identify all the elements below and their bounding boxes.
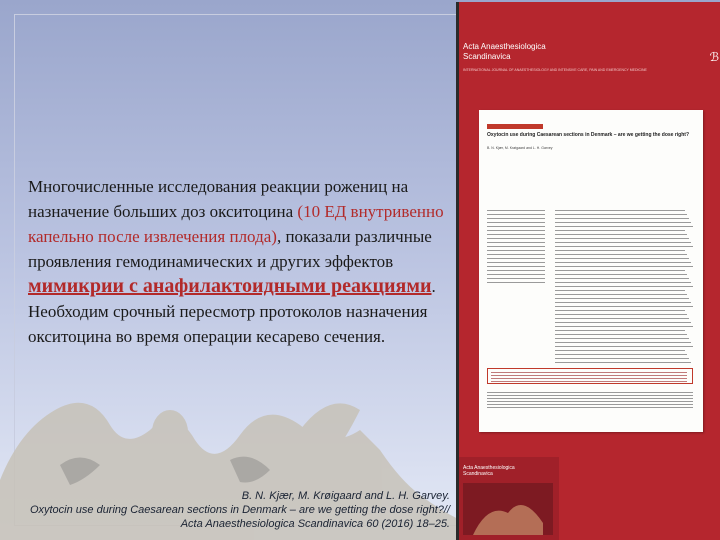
article-text-line — [555, 314, 687, 315]
article-title: Oxytocin use during Caesarean sections in Denmark – are we getting the dose right? — [487, 132, 689, 138]
journal-article-image — [456, 2, 720, 540]
article-text-line — [555, 354, 687, 355]
article-text-line — [555, 214, 687, 215]
article-text-line — [555, 298, 689, 299]
article-text-line — [555, 234, 687, 235]
citation-title: Oxytocin use during Caesarean sections in Denmark – are we getting the dose right?// — [29, 504, 450, 516]
article-text-line — [487, 270, 545, 271]
article-text-line — [555, 322, 691, 323]
main-paragraph — [28, 174, 456, 349]
article-text-line — [555, 242, 691, 243]
article-text-line — [555, 278, 689, 279]
article-text-line — [555, 342, 691, 343]
article-text-line — [487, 210, 545, 211]
article-type-bar — [487, 124, 543, 129]
body-text-middle: , показали различные проявления гемодинамических и других эффектов — [28, 227, 432, 271]
article-text-line — [487, 278, 545, 279]
article-text-line — [555, 210, 685, 211]
article-page — [479, 110, 703, 432]
journal-tagline: INTERNATIONAL JOURNAL OF ANAESTHESIOLOGY AND INTENSIVE CARE, PAIN AND EMERGENCY MEDICINE — [463, 68, 647, 72]
article-text-line — [487, 398, 693, 399]
article-text-line — [555, 226, 693, 227]
article-text-line — [555, 250, 685, 251]
article-text-line — [555, 266, 693, 267]
article-text-line — [555, 306, 693, 307]
article-text-line — [487, 234, 545, 235]
journal-cover-thumbnail — [459, 457, 559, 540]
article-text-line — [555, 310, 685, 311]
body-text-conclusion: . Необходим срочный пересмотр протоколов назначения окситоцина во время операции кесарево сечения. — [28, 277, 436, 346]
article-text-line — [555, 350, 685, 351]
article-text-line — [555, 302, 691, 303]
body-text-intro: Многочисленные исследования реакции рожениц на назначение больших доз окситоцина — [28, 177, 409, 221]
article-text-line — [555, 222, 691, 223]
article-text-line — [555, 358, 689, 359]
article-text-line — [487, 262, 545, 263]
article-text-line — [487, 214, 545, 215]
article-text-line — [487, 242, 545, 243]
article-text-line — [487, 258, 545, 259]
article-text-line — [487, 222, 545, 223]
article-text-line — [555, 294, 687, 295]
article-text-line — [487, 395, 693, 396]
article-text-line — [555, 346, 693, 347]
dose-highlight: (10 ЕД внутривенно капельно после извлечения плода) — [28, 202, 444, 246]
article-text-line — [487, 246, 545, 247]
article-text-line — [555, 286, 693, 287]
article-text-line — [555, 338, 689, 339]
article-text-line — [555, 238, 689, 239]
citation-source: Acta Anaesthesiologica Scandinavica 60 (2016) 18–25. — [180, 518, 450, 530]
article-text-line — [487, 404, 693, 405]
article-text-line — [555, 230, 685, 231]
article-highlight-box — [487, 368, 693, 384]
article-text-line — [487, 274, 545, 275]
mimicry-highlight: мимикрии с анафилактоидными реакциями — [28, 275, 432, 297]
article-text-line — [487, 250, 545, 251]
article-text-line — [555, 254, 687, 255]
article-text-line — [487, 238, 545, 239]
journal-name: Acta Anaesthesiologica Scandinavica — [463, 42, 546, 61]
article-text-line — [555, 258, 689, 259]
publisher-logo-icon: ℬ — [709, 50, 719, 64]
article-text-line — [555, 270, 685, 271]
article-text-line — [555, 334, 687, 335]
article-text-line — [555, 290, 685, 291]
article-text-line — [555, 262, 691, 263]
article-authors: B. N. Kjær, M. Krøigaard and L. H. Garvey — [487, 146, 553, 150]
article-text-line — [555, 318, 689, 319]
citation-authors: B. N. Kjær, M. Krøigaard and L. H. Garvey. — [241, 490, 450, 502]
article-text-line — [487, 226, 545, 227]
article-text-line — [487, 218, 545, 219]
article-text-line — [487, 392, 693, 393]
article-text-line — [555, 246, 693, 247]
article-text-line — [555, 330, 685, 331]
article-text-line — [487, 407, 693, 408]
article-text-line — [487, 266, 545, 267]
article-text-line — [555, 218, 689, 219]
article-text-line — [487, 230, 545, 231]
article-text-line — [555, 362, 691, 363]
article-text-line — [487, 282, 545, 283]
article-text-line — [487, 254, 545, 255]
article-text-line — [487, 401, 693, 402]
citation — [20, 489, 450, 531]
article-text-line — [555, 274, 687, 275]
article-text-line — [555, 282, 691, 283]
article-text-line — [555, 326, 693, 327]
cover-artwork — [463, 483, 553, 535]
cover-journal-name: Acta Anaesthesiologica Scandinavica — [463, 465, 515, 477]
